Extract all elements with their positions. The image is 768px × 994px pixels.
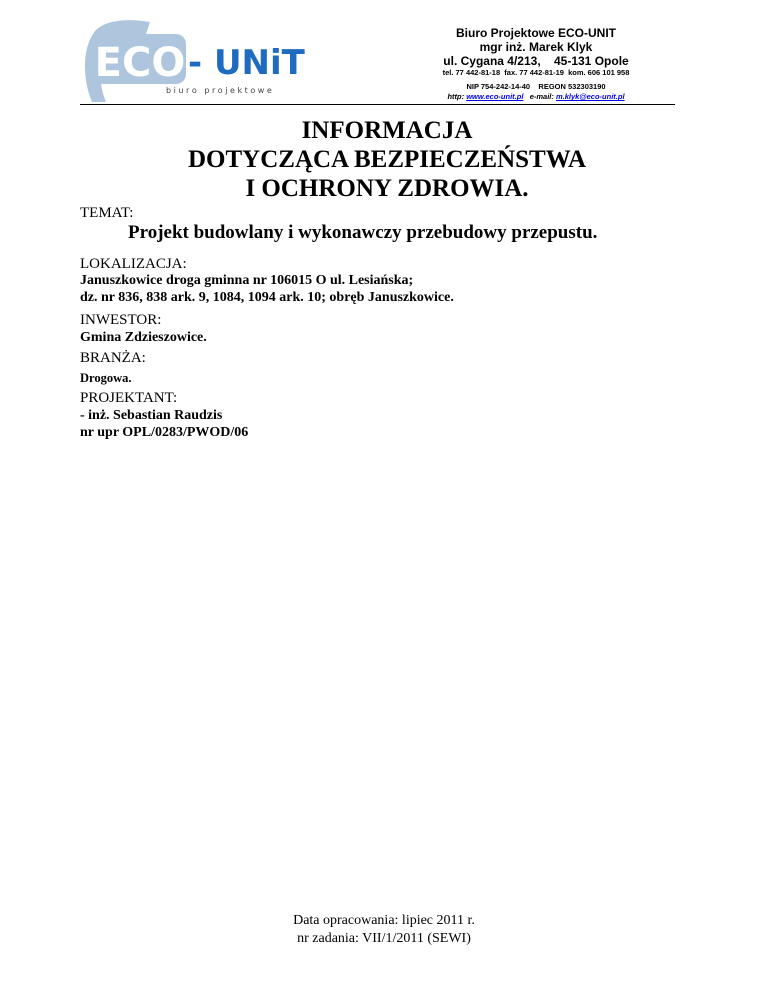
eco-unit-logo [80,18,320,104]
footer-task-number: nr zadania: VII/1/2011 (SEWI) [297,931,471,946]
company-name: Biuro Projektowe ECO-UNIT [455,26,616,40]
branza-value: Drogowa. [80,371,132,385]
company-registration: NIP 754-242-14-40 REGON 532303190 [466,82,606,92]
projektant-license: nr upr OPL/0283/PWOD/06 [80,425,249,440]
projektant-label: PROJEKTANT: [80,390,178,406]
temat-value: Projekt budowlany i wykonawczy przebudowy przepustu. [128,222,598,243]
logo-eco-text: ECO [94,40,186,86]
title-line-2: DOTYCZĄCA BEZPIECZEŃSTWA [187,146,586,173]
lokalizacja-value [80,272,454,306]
logo-subtitle: b i u r o p r o j e k t o w e [166,86,272,95]
lokalizacja-label: LOKALIZACJA: [80,256,187,272]
website-link[interactable]: www.eco-unit.pl [466,92,524,102]
document-title [80,116,694,203]
company-owner: mgr inż. Marek Klyk [479,40,593,55]
branza-label: BRANŻA: [80,350,146,366]
company-web-contact [405,93,667,102]
company-phones: tel. 77 442-81-18 fax. 77 442-81-19 kom. 606 101 958 [442,68,630,78]
projektant-value [80,407,248,441]
temat-label: TEMAT: [80,205,134,221]
email-label: e-mail: [529,92,554,102]
company-address: ul. Cygana 4/213, 45-131 Opole [443,54,629,69]
http-label: http: [447,92,465,102]
footer-date: Data opracowania: lipiec 2011 r. [293,913,475,928]
title-line-3: I OCHRONY ZDROWIA. [245,175,529,202]
title-line-1: INFORMACJA [301,117,473,144]
inwestor-value: Gmina Zdzieszowice. [80,330,207,345]
document-footer [240,912,528,948]
logo-unit-text: - UNiT [188,43,305,83]
lokalizacja-line-2: dz. nr 836, 838 ark. 9, 1084, 1094 ark. 10; obręb Januszkowice. [80,290,454,305]
header-divider [80,104,675,105]
company-info [405,26,667,102]
inwestor-label: INWESTOR: [80,312,162,328]
projektant-name: - inż. Sebastian Raudzis [80,408,223,423]
lokalizacja-line-1: Januszkowice droga gminna nr 106015 O ul. Lesiańska; [80,273,414,288]
email-link[interactable]: m.klyk@eco-unit.pl [555,92,625,102]
